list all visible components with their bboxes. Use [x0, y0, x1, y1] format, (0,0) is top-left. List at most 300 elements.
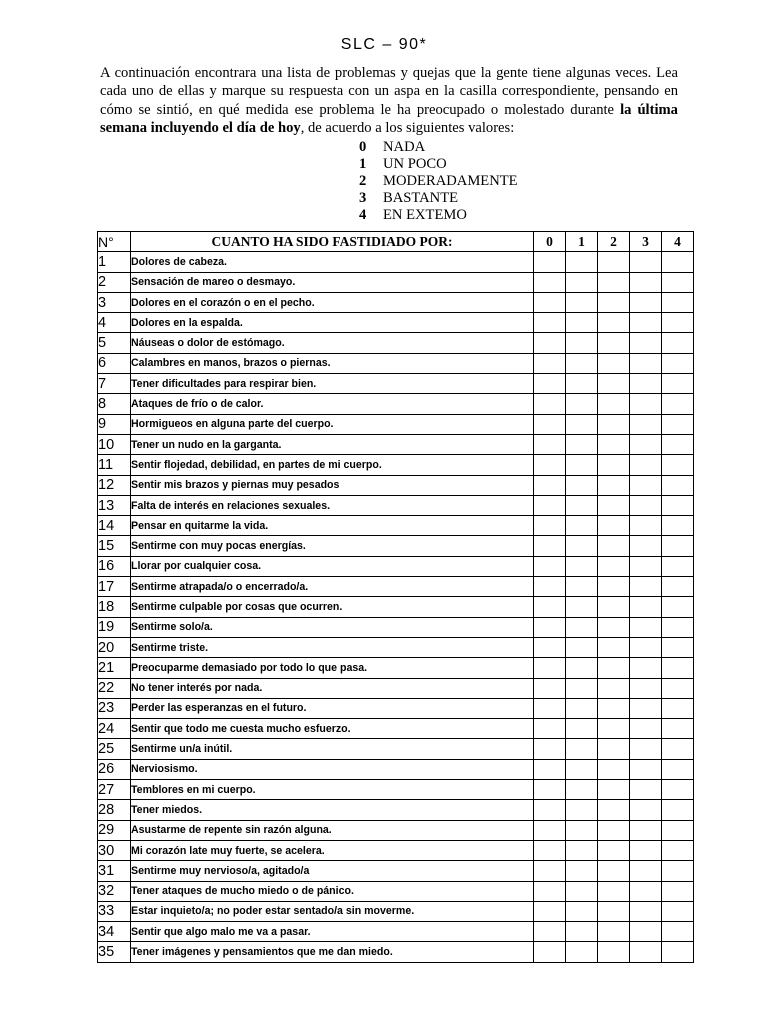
table-row — [98, 495, 694, 515]
answer-cell-1[interactable] — [566, 333, 598, 353]
answer-cell-3[interactable] — [630, 475, 662, 495]
table-row — [98, 739, 694, 759]
row-number: 18 — [98, 597, 131, 617]
answer-cell-4[interactable] — [662, 698, 694, 718]
table-row — [98, 455, 694, 475]
answer-cell-4[interactable] — [662, 800, 694, 820]
answer-cell-3[interactable] — [630, 719, 662, 739]
answer-cell-2[interactable] — [598, 840, 630, 860]
answer-cell-1[interactable] — [566, 739, 598, 759]
answer-cell-0[interactable] — [534, 495, 566, 515]
answer-cell-3[interactable] — [630, 780, 662, 800]
answer-cell-3[interactable] — [630, 881, 662, 901]
answer-cell-2[interactable] — [598, 353, 630, 373]
row-number: 15 — [98, 536, 131, 556]
symptom-text: Estar inquieto/a; no poder estar sentado/a sin moverme. — [131, 901, 534, 921]
answer-cell-4[interactable] — [662, 922, 694, 942]
header-score-0: 0 — [534, 232, 566, 252]
header-score-2: 2 — [598, 232, 630, 252]
scale-item — [359, 139, 518, 156]
answer-cell-3[interactable] — [630, 353, 662, 373]
symptom-text: Hormigueos en alguna parte del cuerpo. — [131, 414, 534, 434]
scale-label: BASTANTE — [383, 190, 459, 206]
answer-cell-1[interactable] — [566, 495, 598, 515]
instructions-text-end: , de acuerdo a los siguientes valores: — [300, 119, 515, 136]
answer-cell-2[interactable] — [598, 333, 630, 353]
answer-cell-1[interactable] — [566, 394, 598, 414]
answer-cell-1[interactable] — [566, 800, 598, 820]
table-row — [98, 516, 694, 536]
answer-cell-1[interactable] — [566, 780, 598, 800]
answer-cell-0[interactable] — [534, 922, 566, 942]
answer-cell-3[interactable] — [630, 820, 662, 840]
row-number: 29 — [98, 820, 131, 840]
scale-label: EN EXTEMO — [383, 207, 467, 223]
symptom-text: Sentir mis brazos y piernas muy pesados — [131, 475, 534, 495]
answer-cell-0[interactable] — [534, 759, 566, 779]
answer-cell-4[interactable] — [662, 901, 694, 921]
table-row — [98, 840, 694, 860]
symptom-text: Tener miedos. — [131, 800, 534, 820]
table-row — [98, 394, 694, 414]
answer-cell-1[interactable] — [566, 577, 598, 597]
answer-cell-4[interactable] — [662, 942, 694, 962]
answer-cell-3[interactable] — [630, 292, 662, 312]
answer-cell-0[interactable] — [534, 455, 566, 475]
symptom-text: Tener dificultades para respirar bien. — [131, 374, 534, 394]
answer-cell-1[interactable] — [566, 698, 598, 718]
answer-cell-1[interactable] — [566, 820, 598, 840]
symptom-text: Tener un nudo en la garganta. — [131, 434, 534, 454]
row-number: 23 — [98, 698, 131, 718]
answer-cell-1[interactable] — [566, 617, 598, 637]
symptom-text: Perder las esperanzas en el futuro. — [131, 698, 534, 718]
row-number: 12 — [98, 475, 131, 495]
answer-cell-0[interactable] — [534, 394, 566, 414]
row-number: 27 — [98, 780, 131, 800]
answer-cell-4[interactable] — [662, 272, 694, 292]
table-row — [98, 658, 694, 678]
table-row — [98, 942, 694, 962]
answer-cell-3[interactable] — [630, 577, 662, 597]
rating-scale-legend — [359, 139, 518, 224]
page-title: SLC – 90* — [340, 36, 428, 53]
row-number: 35 — [98, 942, 131, 962]
answer-cell-1[interactable] — [566, 658, 598, 678]
symptom-text: Dolores en el corazón o en el pecho. — [131, 292, 534, 312]
symptom-text: Calambres en manos, brazos o piernas. — [131, 353, 534, 373]
table-row — [98, 617, 694, 637]
table-row — [98, 556, 694, 576]
symptom-text: Preocuparme demasiado por todo lo que pasa. — [131, 658, 534, 678]
symptom-text: Náuseas o dolor de estómago. — [131, 333, 534, 353]
symptom-text: Ataques de frío o de calor. — [131, 394, 534, 414]
answer-cell-4[interactable] — [662, 556, 694, 576]
answer-cell-2[interactable] — [598, 252, 630, 272]
answer-cell-1[interactable] — [566, 637, 598, 657]
answer-cell-0[interactable] — [534, 739, 566, 759]
answer-cell-1[interactable] — [566, 455, 598, 475]
symptom-text: Sentirme triste. — [131, 637, 534, 657]
answer-cell-0[interactable] — [534, 881, 566, 901]
answer-cell-1[interactable] — [566, 475, 598, 495]
row-number: 19 — [98, 617, 131, 637]
answer-cell-2[interactable] — [598, 820, 630, 840]
answer-cell-3[interactable] — [630, 516, 662, 536]
answer-cell-2[interactable] — [598, 434, 630, 454]
row-number: 20 — [98, 637, 131, 657]
answer-cell-1[interactable] — [566, 719, 598, 739]
answer-cell-4[interactable] — [662, 597, 694, 617]
scale-label: UN POCO — [383, 156, 447, 172]
table-row — [98, 434, 694, 454]
answer-cell-4[interactable] — [662, 861, 694, 881]
table-row — [98, 820, 694, 840]
scale-value: 4 — [359, 207, 367, 223]
answer-cell-2[interactable] — [598, 901, 630, 921]
symptom-text: Sentir flojedad, debilidad, en partes de mi cuerpo. — [131, 455, 534, 475]
answer-cell-2[interactable] — [598, 475, 630, 495]
answer-cell-3[interactable] — [630, 556, 662, 576]
answer-cell-0[interactable] — [534, 516, 566, 536]
answer-cell-4[interactable] — [662, 678, 694, 698]
scale-item — [359, 207, 518, 224]
scale-label: MODERADAMENTE — [383, 173, 518, 189]
answer-cell-0[interactable] — [534, 800, 566, 820]
table-row — [98, 577, 694, 597]
symptom-text: Sentirme con muy pocas energías. — [131, 536, 534, 556]
answer-cell-3[interactable] — [630, 942, 662, 962]
symptom-text: Sentir que todo me cuesta mucho esfuerzo. — [131, 719, 534, 739]
table-row — [98, 922, 694, 942]
answer-cell-3[interactable] — [630, 840, 662, 860]
answer-cell-2[interactable] — [598, 800, 630, 820]
answer-cell-0[interactable] — [534, 820, 566, 840]
row-number: 4 — [98, 313, 131, 333]
symptom-text: Sentirme atrapada/o o encerrado/a. — [131, 577, 534, 597]
answer-cell-2[interactable] — [598, 780, 630, 800]
row-number: 14 — [98, 516, 131, 536]
answer-cell-2[interactable] — [598, 495, 630, 515]
answer-cell-4[interactable] — [662, 455, 694, 475]
answer-cell-4[interactable] — [662, 881, 694, 901]
answer-cell-0[interactable] — [534, 353, 566, 373]
row-number: 11 — [98, 455, 131, 475]
answer-cell-1[interactable] — [566, 272, 598, 292]
row-number: 8 — [98, 394, 131, 414]
table-row — [98, 252, 694, 272]
answer-cell-2[interactable] — [598, 313, 630, 333]
answer-cell-1[interactable] — [566, 313, 598, 333]
table-row — [98, 353, 694, 373]
answer-cell-0[interactable] — [534, 597, 566, 617]
symptom-text: Sentirme culpable por cosas que ocurren. — [131, 597, 534, 617]
answer-cell-4[interactable] — [662, 577, 694, 597]
answer-cell-0[interactable] — [534, 434, 566, 454]
table-header-row — [98, 232, 694, 252]
answer-cell-0[interactable] — [534, 252, 566, 272]
table-row — [98, 800, 694, 820]
table-row — [98, 719, 694, 739]
answer-cell-1[interactable] — [566, 759, 598, 779]
answer-cell-4[interactable] — [662, 313, 694, 333]
answer-cell-4[interactable] — [662, 840, 694, 860]
header-number: N° — [98, 232, 131, 252]
answer-cell-2[interactable] — [598, 455, 630, 475]
answer-cell-0[interactable] — [534, 536, 566, 556]
answer-cell-0[interactable] — [534, 678, 566, 698]
row-number: 16 — [98, 556, 131, 576]
answer-cell-4[interactable] — [662, 637, 694, 657]
row-number: 34 — [98, 922, 131, 942]
answer-cell-4[interactable] — [662, 414, 694, 434]
symptom-text: Dolores de cabeza. — [131, 252, 534, 272]
answer-cell-4[interactable] — [662, 333, 694, 353]
table-row — [98, 861, 694, 881]
answer-cell-3[interactable] — [630, 678, 662, 698]
row-number: 7 — [98, 374, 131, 394]
symptom-text: Tener ataques de mucho miedo o de pánico. — [131, 881, 534, 901]
answer-cell-3[interactable] — [630, 495, 662, 515]
answer-cell-3[interactable] — [630, 637, 662, 657]
table-row — [98, 313, 694, 333]
row-number: 2 — [98, 272, 131, 292]
answer-cell-4[interactable] — [662, 617, 694, 637]
answer-cell-1[interactable] — [566, 516, 598, 536]
row-number: 24 — [98, 719, 131, 739]
symptom-text: Sensación de mareo o desmayo. — [131, 272, 534, 292]
answer-cell-2[interactable] — [598, 942, 630, 962]
answer-cell-2[interactable] — [598, 556, 630, 576]
answer-cell-3[interactable] — [630, 374, 662, 394]
symptom-text: Llorar por cualquier cosa. — [131, 556, 534, 576]
answer-cell-2[interactable] — [598, 739, 630, 759]
answer-cell-2[interactable] — [598, 922, 630, 942]
symptom-text: Sentirme solo/a. — [131, 617, 534, 637]
symptom-text: Tener imágenes y pensamientos que me dan miedo. — [131, 942, 534, 962]
answer-cell-4[interactable] — [662, 434, 694, 454]
scale-item — [359, 156, 518, 173]
row-number: 31 — [98, 861, 131, 881]
answer-cell-1[interactable] — [566, 901, 598, 921]
answer-cell-1[interactable] — [566, 434, 598, 454]
answer-cell-4[interactable] — [662, 739, 694, 759]
answer-cell-3[interactable] — [630, 861, 662, 881]
answer-cell-0[interactable] — [534, 475, 566, 495]
answer-cell-3[interactable] — [630, 597, 662, 617]
answer-cell-1[interactable] — [566, 840, 598, 860]
answer-cell-3[interactable] — [630, 759, 662, 779]
row-number: 32 — [98, 881, 131, 901]
table-row — [98, 414, 694, 434]
answer-cell-2[interactable] — [598, 374, 630, 394]
row-number: 1 — [98, 252, 131, 272]
answer-cell-0[interactable] — [534, 292, 566, 312]
instructions-text: A continuación encontrara una lista de problemas y quejas que la gente tiene algunas veces. Lea cada uno de ellas y marque su respuesta con un aspa en la casilla correspondiente, pensando en cómo se sintió, en qué medida ese problema le ha preocupado o molestado durante — [100, 65, 678, 118]
answer-cell-1[interactable] — [566, 414, 598, 434]
answer-cell-2[interactable] — [598, 881, 630, 901]
symptom-text: Dolores en la espalda. — [131, 313, 534, 333]
answer-cell-1[interactable] — [566, 353, 598, 373]
answer-cell-4[interactable] — [662, 658, 694, 678]
answer-cell-2[interactable] — [598, 414, 630, 434]
answer-cell-4[interactable] — [662, 353, 694, 373]
answer-cell-1[interactable] — [566, 252, 598, 272]
table-row — [98, 597, 694, 617]
row-number: 3 — [98, 292, 131, 312]
answer-cell-1[interactable] — [566, 374, 598, 394]
table-row — [98, 901, 694, 921]
answer-cell-1[interactable] — [566, 536, 598, 556]
answer-cell-0[interactable] — [534, 780, 566, 800]
answer-cell-3[interactable] — [630, 272, 662, 292]
symptom-text: Asustarme de repente sin razón alguna. — [131, 820, 534, 840]
answer-cell-2[interactable] — [598, 759, 630, 779]
row-number: 25 — [98, 739, 131, 759]
row-number: 9 — [98, 414, 131, 434]
scale-value: 1 — [359, 156, 367, 172]
symptom-text: Pensar en quitarme la vida. — [131, 516, 534, 536]
scale-value: 0 — [359, 139, 367, 155]
table-row — [98, 881, 694, 901]
answer-cell-3[interactable] — [630, 414, 662, 434]
answer-cell-0[interactable] — [534, 840, 566, 860]
answer-cell-1[interactable] — [566, 678, 598, 698]
row-number: 26 — [98, 759, 131, 779]
answer-cell-2[interactable] — [598, 516, 630, 536]
answer-cell-0[interactable] — [534, 333, 566, 353]
answer-cell-1[interactable] — [566, 922, 598, 942]
row-number: 33 — [98, 901, 131, 921]
answer-cell-0[interactable] — [534, 637, 566, 657]
answer-cell-0[interactable] — [534, 313, 566, 333]
answer-cell-4[interactable] — [662, 495, 694, 515]
answer-cell-3[interactable] — [630, 739, 662, 759]
answer-cell-1[interactable] — [566, 292, 598, 312]
symptom-text: No tener interés por nada. — [131, 678, 534, 698]
answer-cell-0[interactable] — [534, 577, 566, 597]
answer-cell-3[interactable] — [630, 252, 662, 272]
answer-cell-0[interactable] — [534, 698, 566, 718]
answer-cell-2[interactable] — [598, 678, 630, 698]
scale-value: 2 — [359, 173, 367, 189]
answer-cell-2[interactable] — [598, 617, 630, 637]
scale-item — [359, 173, 518, 190]
answer-cell-0[interactable] — [534, 272, 566, 292]
answer-cell-0[interactable] — [534, 658, 566, 678]
row-number: 17 — [98, 577, 131, 597]
answer-cell-3[interactable] — [630, 434, 662, 454]
table-row — [98, 333, 694, 353]
answer-cell-3[interactable] — [630, 922, 662, 942]
answer-cell-2[interactable] — [598, 637, 630, 657]
header-question: CUANTO HA SIDO FASTIDIADO POR: — [131, 232, 534, 252]
symptom-text: Nerviosismo. — [131, 759, 534, 779]
table-row — [98, 536, 694, 556]
answer-cell-2[interactable] — [598, 536, 630, 556]
answer-cell-2[interactable] — [598, 272, 630, 292]
symptom-text: Sentirme muy nervioso/a, agitado/a — [131, 861, 534, 881]
answer-cell-4[interactable] — [662, 292, 694, 312]
answer-cell-2[interactable] — [598, 698, 630, 718]
header-score-4: 4 — [662, 232, 694, 252]
answer-cell-3[interactable] — [630, 800, 662, 820]
answer-cell-3[interactable] — [630, 901, 662, 921]
answer-cell-2[interactable] — [598, 394, 630, 414]
row-number: 30 — [98, 840, 131, 860]
answer-cell-0[interactable] — [534, 861, 566, 881]
answer-cell-2[interactable] — [598, 861, 630, 881]
answer-cell-3[interactable] — [630, 658, 662, 678]
answer-cell-4[interactable] — [662, 475, 694, 495]
answer-cell-0[interactable] — [534, 374, 566, 394]
answer-cell-0[interactable] — [534, 556, 566, 576]
answer-cell-0[interactable] — [534, 414, 566, 434]
answer-cell-0[interactable] — [534, 901, 566, 921]
answer-cell-0[interactable] — [534, 719, 566, 739]
instructions-emphasis: la última semana incluyendo el día de hoy — [100, 101, 678, 136]
answer-cell-1[interactable] — [566, 942, 598, 962]
answer-cell-1[interactable] — [566, 556, 598, 576]
symptom-text: Sentir que algo malo me va a pasar. — [131, 922, 534, 942]
answer-cell-3[interactable] — [630, 536, 662, 556]
answer-cell-4[interactable] — [662, 759, 694, 779]
answer-cell-3[interactable] — [630, 455, 662, 475]
symptom-text: Sentirme un/a inútil. — [131, 739, 534, 759]
scale-item — [359, 190, 518, 207]
answer-cell-4[interactable] — [662, 252, 694, 272]
scale-label: NADA — [383, 139, 426, 155]
answer-cell-4[interactable] — [662, 719, 694, 739]
table-row — [98, 292, 694, 312]
answer-cell-2[interactable] — [598, 597, 630, 617]
symptom-table — [97, 231, 694, 963]
answer-cell-1[interactable] — [566, 861, 598, 881]
answer-cell-1[interactable] — [566, 597, 598, 617]
answer-cell-2[interactable] — [598, 658, 630, 678]
answer-cell-0[interactable] — [534, 942, 566, 962]
answer-cell-4[interactable] — [662, 780, 694, 800]
instructions-paragraph — [100, 64, 678, 137]
answer-cell-4[interactable] — [662, 516, 694, 536]
answer-cell-4[interactable] — [662, 820, 694, 840]
answer-cell-0[interactable] — [534, 617, 566, 637]
answer-cell-1[interactable] — [566, 881, 598, 901]
scale-value: 3 — [359, 190, 367, 206]
table-row — [98, 678, 694, 698]
row-number: 6 — [98, 353, 131, 373]
answer-cell-4[interactable] — [662, 374, 694, 394]
answer-cell-4[interactable] — [662, 394, 694, 414]
answer-cell-3[interactable] — [630, 313, 662, 333]
answer-cell-3[interactable] — [630, 698, 662, 718]
symptom-text: Temblores en mi cuerpo. — [131, 780, 534, 800]
answer-cell-2[interactable] — [598, 292, 630, 312]
table-row — [98, 780, 694, 800]
answer-cell-2[interactable] — [598, 577, 630, 597]
answer-cell-3[interactable] — [630, 333, 662, 353]
answer-cell-3[interactable] — [630, 394, 662, 414]
header-score-3: 3 — [630, 232, 662, 252]
row-number: 5 — [98, 333, 131, 353]
table-row — [98, 475, 694, 495]
table-row — [98, 698, 694, 718]
symptom-text: Falta de interés en relaciones sexuales. — [131, 495, 534, 515]
answer-cell-3[interactable] — [630, 617, 662, 637]
answer-cell-2[interactable] — [598, 719, 630, 739]
answer-cell-4[interactable] — [662, 536, 694, 556]
table-row — [98, 759, 694, 779]
